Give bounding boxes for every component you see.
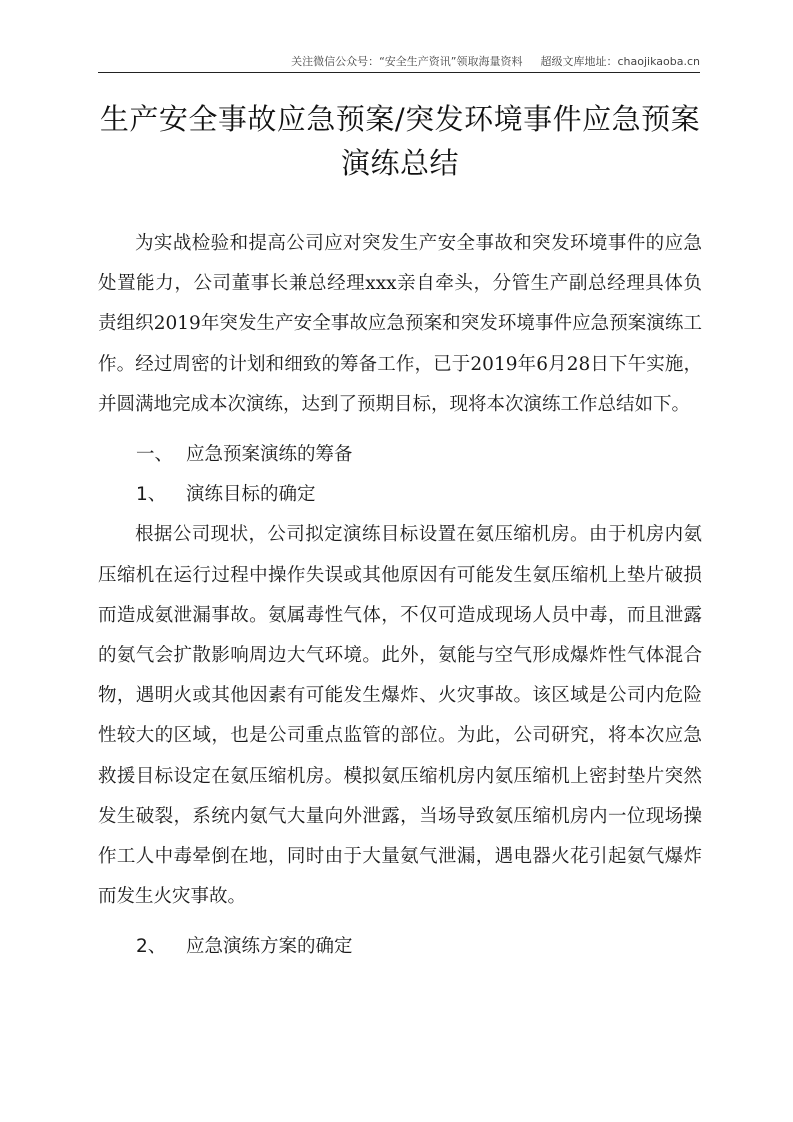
title-line-2: 演练总结 [340, 146, 459, 180]
subsection-title: 应急演练方案的确定 [186, 936, 353, 958]
intro-paragraph: 为实战检验和提高公司应对突发生产安全事故和突发环境事件的应急处置能力，公司董事长兼总经理xxx亲自牵头，分管生产副总经理具体负责组织2019年突发生产安全事故应急预案和突发环境事件应急预案演练工作。经过周密的计划和细致的筹备工作，已于2019年6月28日下午实施，并圆满地完成本次演练，达到了预期目标，现将本次演练工作总结如下。 [98, 233, 702, 415]
title-line-1: 生产安全事故应急预案/突发环境事件应急预案 [99, 102, 701, 136]
header-site-address: 超级文库地址：chaojikaoba.cn [540, 55, 700, 68]
subsection-heading-1 [98, 475, 702, 515]
document-title [90, 97, 710, 185]
document-body [98, 224, 702, 968]
section-number: 一、 [136, 444, 174, 466]
subsection-number: 1、 [136, 484, 167, 506]
section-heading-1 [98, 435, 702, 475]
subsection-title: 演练目标的确定 [186, 484, 316, 506]
section-title: 应急预案演练的筹备 [186, 444, 353, 466]
target-paragraph: 根据公司现状，公司拟定演练目标设置在氨压缩机房。由于机房内氨压缩机在运行过程中操作失误或其他原因有可能发生氨压缩机上垫片破损而造成氨泄漏事故。氨属毒性气体，不仅可造成现场人员中毒，而且泄露的氨气会扩散影响周边大气环境。此外，氨能与空气形成爆炸性气体混合物，遇明火或其他因素有可能发生爆炸、火灾事故。该区域是公司内危险性较大的区域，也是公司重点监管的部位。为此，公司研究，将本次应急救援目标设定在氨压缩机房。模拟氨压缩机房内氨压缩机上密封垫片突然发生破裂，系统内氨气大量向外泄露，当场导致氨压缩机房内一位现场操作工人中毒晕倒在地，同时由于大量氨气泄漏，遇电器火花引起氨气爆炸而发生火灾事故。 [98, 524, 702, 908]
subsection-heading-2 [98, 927, 702, 967]
header-wechat-notice: 关注微信公众号：“安全生产资讯”领取海量资料 [291, 55, 523, 68]
page-header [98, 54, 700, 73]
spacer [98, 425, 702, 435]
spacer [98, 917, 702, 927]
subsection-number: 2、 [136, 936, 167, 958]
